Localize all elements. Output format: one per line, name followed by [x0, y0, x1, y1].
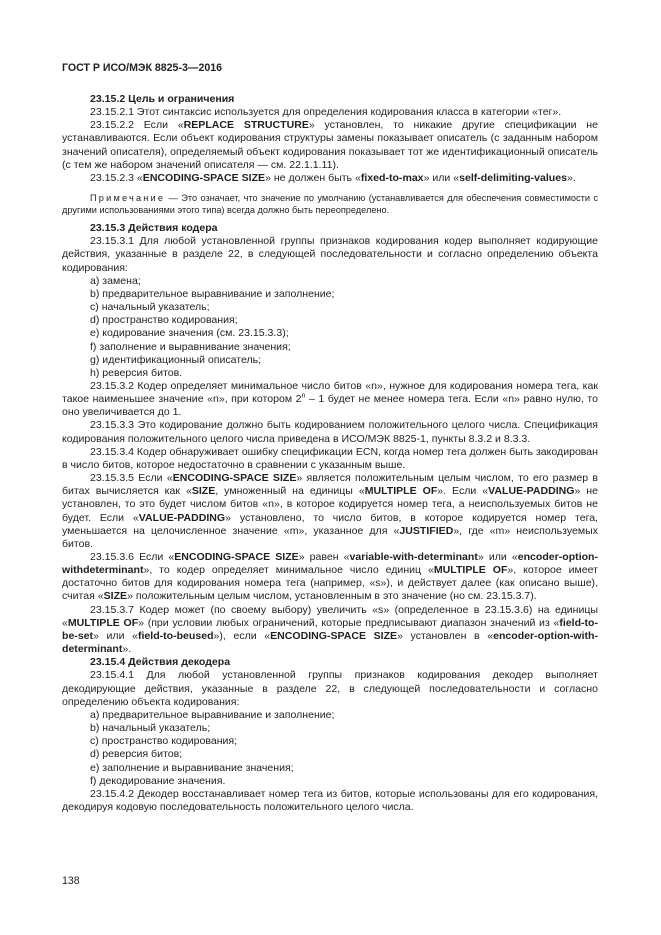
section-heading-23-15-2: 23.15.2 Цель и ограничения — [90, 93, 235, 105]
list-item: g) идентификационный описатель; — [90, 353, 262, 366]
paragraph-23-15-3-6: 23.15.3.6 Если «ENCODING-SPACE SIZE» равен «variable-with-determinant» или «encoder-option-withdeterminant», то кодер определяет минимальное число единиц «MULTIPLE OF», которое имеет достаточно битов для кодирования номера тега (например, «s»), и действует далее (как описано выше), считая «SIZE» положительным целым числом, установленным в это значение (но см. 23.15.3.7). — [62, 551, 599, 603]
list-item: e) кодирование значения (см. 23.15.3.3); — [90, 327, 289, 340]
list-item: d) реверсия битов; — [90, 748, 183, 761]
list-item: d) пространство кодирования; — [90, 314, 238, 327]
document-header: ГОСТ Р ИСО/МЭК 8825-3—2016 — [62, 62, 223, 74]
paragraph-23-15-3-7: 23.15.3.7 Кодер может (по своему выбору) увеличить «s» (определенное в 23.15.3.6) на единицы «MULTIPLE OF» (при условии любых ограничений, которые предписывают диапазон значений из «field-to-be-set» или «field-to-beused»), если «ENCODING-SPACE SIZE» установлен в «encoder-option-with-determinant». — [62, 603, 599, 656]
list-item: f) заполнение и выравнивание значения; — [90, 340, 291, 353]
list-item: a) замена; — [90, 274, 141, 287]
paragraph-23-15-3-5: 23.15.3.5 Если «ENCODING-SPACE SIZE» является положительным целым числом, то его размер в битах вычисляется как «SIZE, умноженный на единицы «MULTIPLE OF». Если «VALUE-PADDING» не установлен, то это будет числом битов «n», в которое кодируется номер тега, а неиспользуемых битов не будет. Если «VALUE-PADDING» установлено, то число битов, в которое кодируется номер тега, уменьшается на целочисленное значение «m», указанное для «JUSTIFIED», где «m» неиспользуемых битов. — [62, 472, 598, 550]
paragraph-23-15-3-3: 23.15.3.3 Это кодирование должно быть кодированием положительного целого числа. Спецификация кодирования положительного целого числа приведена в ИСО/МЭК 8825-1, пункты 8.3.2 и 8.3.3. — [62, 419, 598, 445]
list-item: e) заполнение и выравнивание значения; — [90, 761, 294, 774]
paragraph-23-15-2-3: 23.15.2.3 «ENCODING-SPACE SIZE» не должен быть «fixed-to-max» или «self-delimiting-values». — [90, 171, 576, 184]
section-heading-23-15-3: 23.15.3 Действия кодера — [90, 222, 218, 235]
paragraph-23-15-3-4: 23.15.3.4 Кодер обнаруживает ошибку спецификации ECN, когда номер тега должен быть закодирован в число битов, которое недостаточно в сравнении с указанным выше. — [62, 445, 598, 471]
section-heading-23-15-4: 23.15.4 Действия декодера — [90, 656, 231, 669]
note-text: — Это означает, что значение по умолчанию (устанавливается для обеспечения совместимости с другими использованиями этого типа) всегда должно быть переопределено. — [62, 193, 598, 216]
document-body — [62, 93, 598, 814]
page-number: 138 — [62, 875, 80, 887]
paragraph-23-15-4-1: 23.15.4.1 Для любой установленной группы признаков кодирования декодер выполняет декодирующие действия, указанные в разделе 22, в следующей последовательности и согласно определению объекта кодирования: — [62, 669, 598, 708]
list-item: a) предварительное выравнивание и заполнение; — [90, 708, 335, 721]
list-item: b) предварительное выравнивание и заполнение; — [90, 287, 335, 300]
paragraph-23-15-2-2: 23.15.2.2 Если «REPLACE STRUCTURE» установлен, то никакие другие спецификации не устанавливаются. Если объект кодирования структуры замены показывает описатель (с заданным набором значений описателя), определяемый объект кодирования показывает тот же идентификационный описатель (с тем же набором значений описателя — см. 22.1.1.11). — [62, 119, 598, 171]
paragraph-23-15-2-1: 23.15.2.1 Этот синтаксис используется для определения кодирования класса в категории «тег». — [90, 106, 562, 119]
paragraph-23-15-4-2: 23.15.4.2 Декодер восстанавливает номер тега из битов, которые использованы для его кодирования, декодируя кодовую последовательность положительного целого числа. — [62, 787, 598, 813]
note — [62, 192, 598, 216]
list-item: b) начальный указатель; — [90, 722, 211, 735]
list-item: c) начальный указатель; — [90, 301, 210, 314]
note-label: Примечание — [90, 193, 166, 204]
paragraph-23-15-3-2: 23.15.3.2 Кодер определяет минимальное число битов «n», нужное для кодирования номера тега, как такое наименьшее значение «n», при котором 2$^n$ – 1 будет не менее номера тега. Если «n» равно нулю, то оно увеличивается до 1. — [62, 379, 598, 419]
paragraph-23-15-3-1: 23.15.3.1 Для любой установленной группы признаков кодирования кодер выполняет кодирующие действия, указанные в разделе 22, в следующей последовательности и согласно определению объекта кодирования: — [62, 235, 598, 274]
list-item: c) пространство кодирования; — [90, 735, 238, 748]
list-item: h) реверсия битов. — [90, 366, 183, 379]
list-item: f) декодирование значения. — [90, 774, 226, 787]
